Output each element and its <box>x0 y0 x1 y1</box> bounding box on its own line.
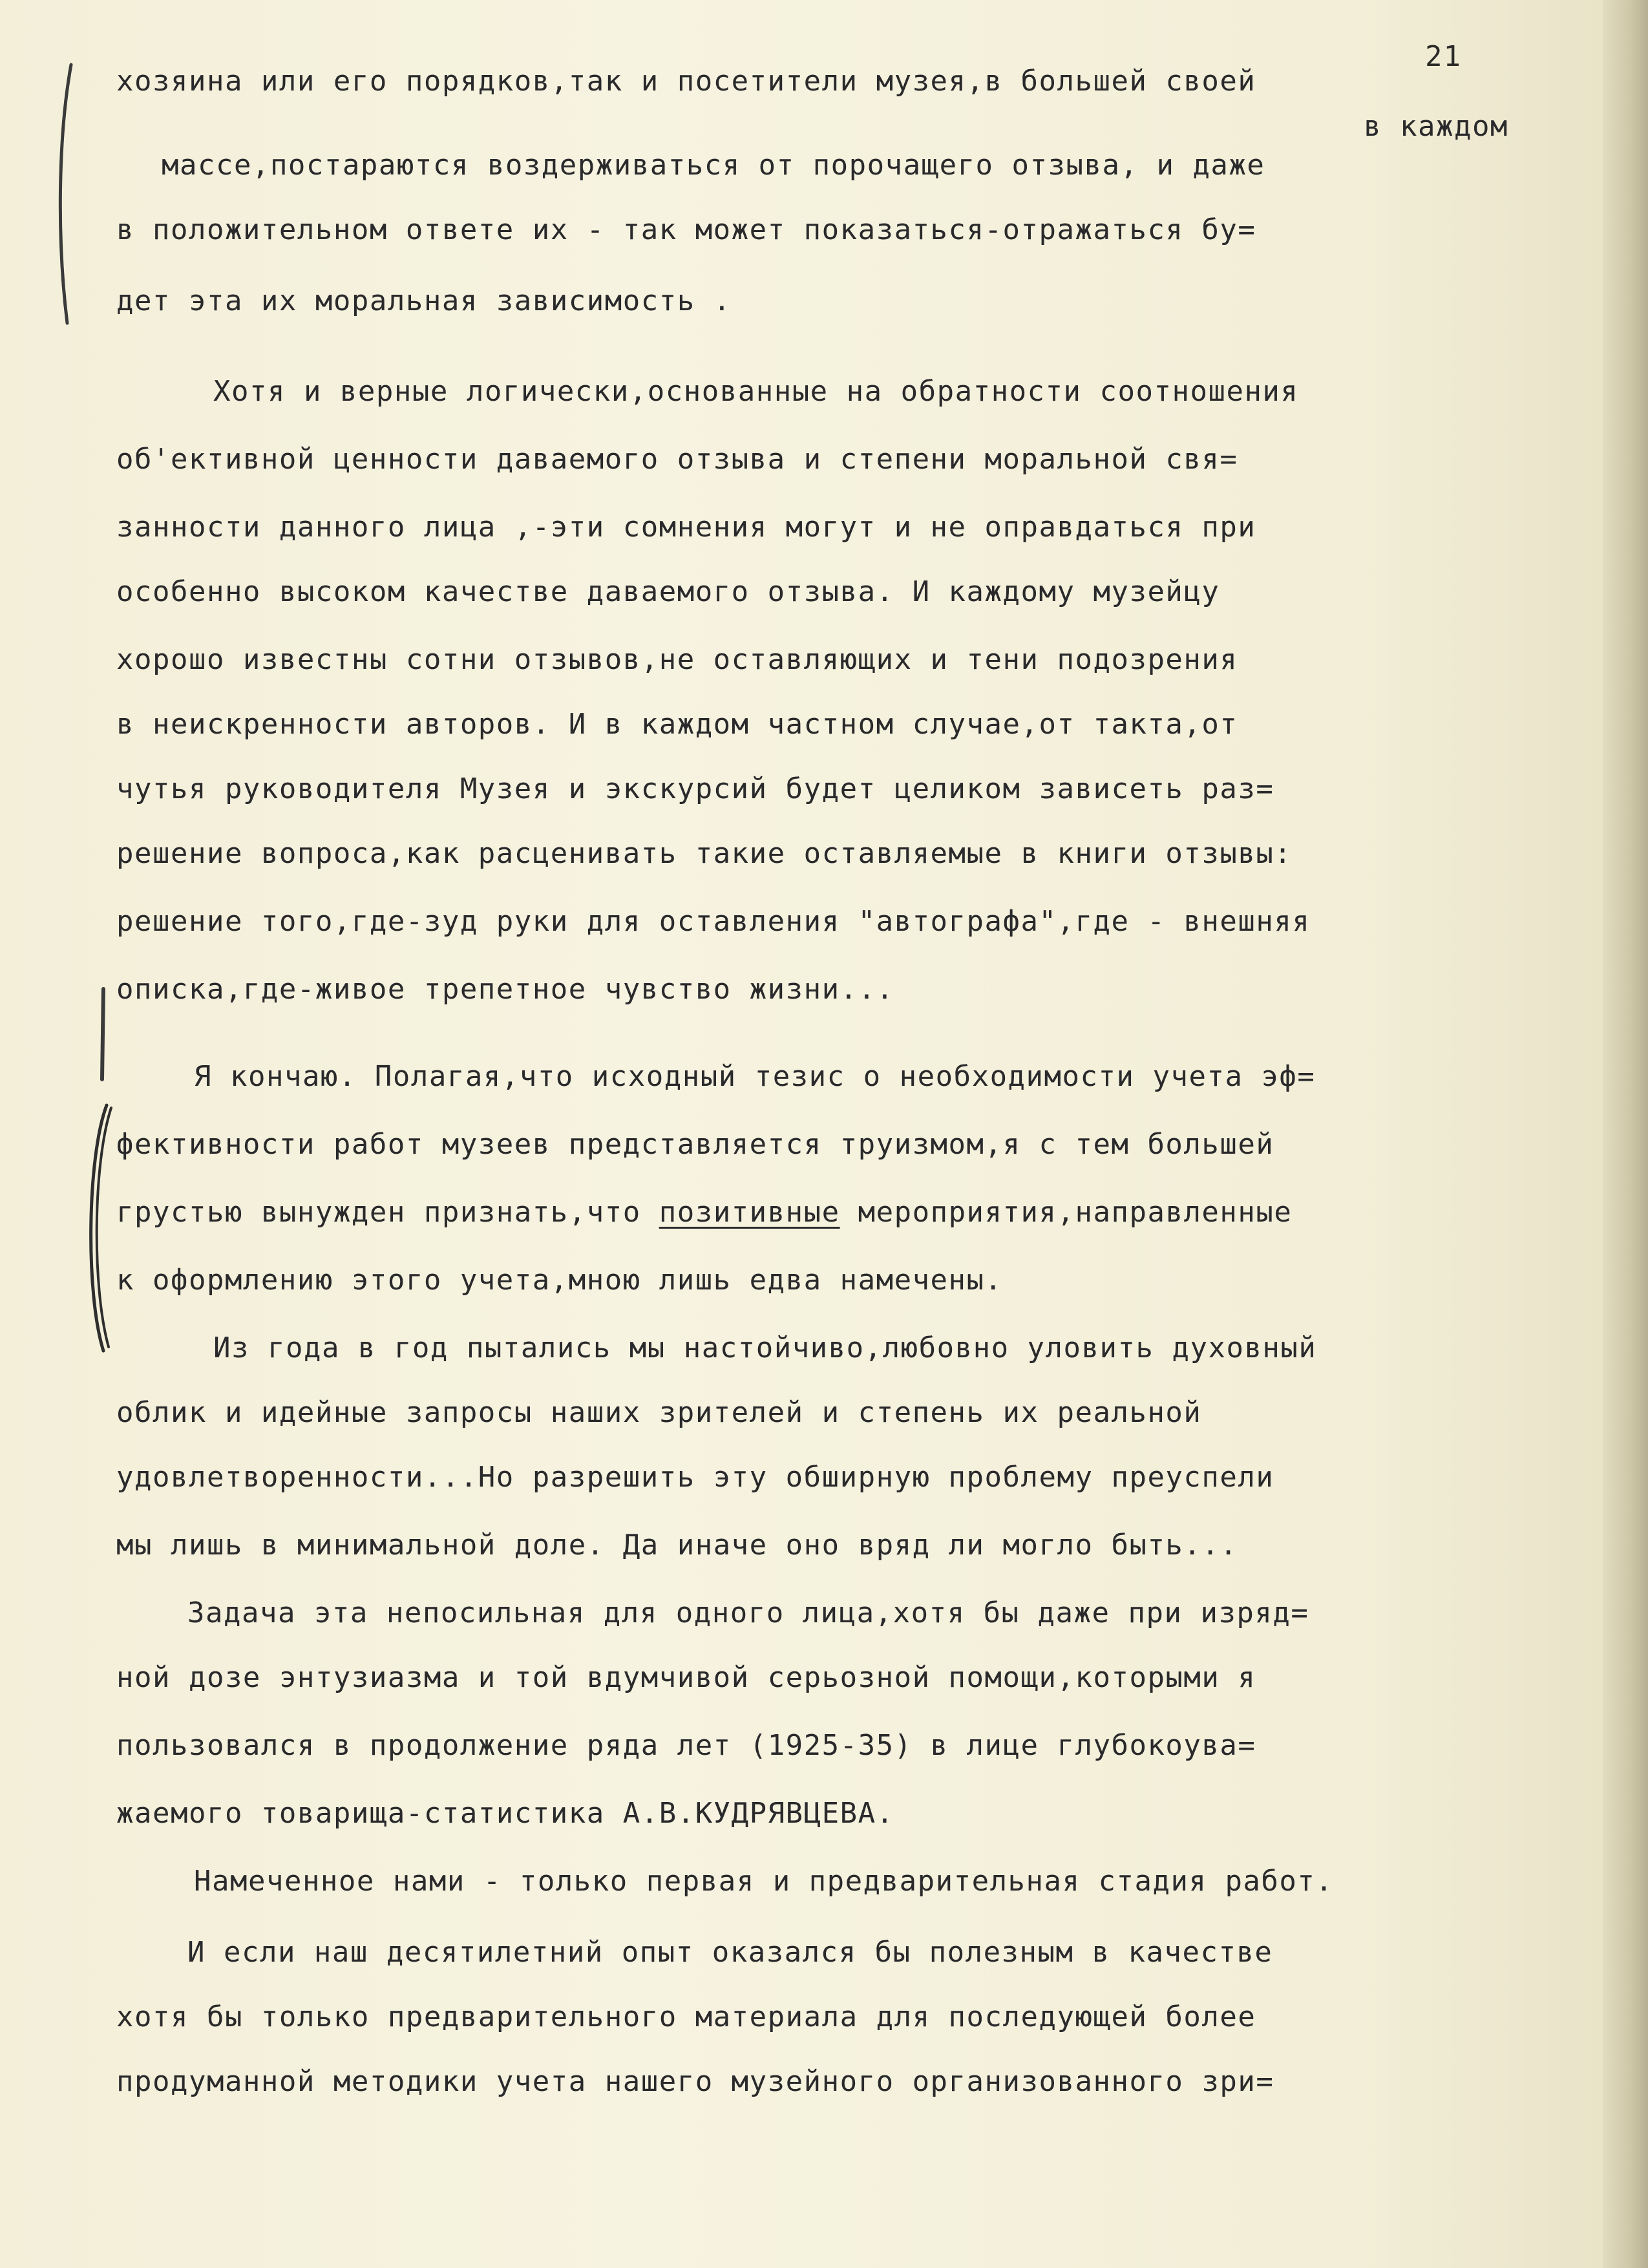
text-line: И если наш десятилетний опыт оказался бы полезным в качестве <box>187 1936 1273 1969</box>
text-line: Из года в год пытались мы настойчиво,любовно уловить духовный <box>213 1331 1317 1364</box>
text-line: решение того,где-зуд руки для оставления "автографа",где - внешняя <box>116 905 1311 938</box>
text-line: хозяина или его порядков,так и посетители музея,в большей своей <box>116 65 1256 98</box>
text-line: решение вопроса,как расценивать такие оставляемые в книги отзывы: <box>116 837 1293 870</box>
text-line: чутья руководителя Музея и экскурсий будет целиком зависеть раз= <box>116 772 1274 805</box>
handwritten-insertion: в каждом <box>1364 110 1508 143</box>
text-line: об'ективной ценности даваемого отзыва и степени моральной свя= <box>116 443 1238 476</box>
text-line: жаемого товарища-статистика А.В.КУДРЯВЦЕВА. <box>116 1797 894 1830</box>
text-line: продуманной методики учета нашего музейного организованного зри= <box>116 2065 1274 2098</box>
text-line: занности данного лица ,-эти сомнения могут и не оправдаться при <box>116 511 1256 544</box>
text-line: фективности работ музеев представляется труизмом,я с тем большей <box>116 1128 1274 1161</box>
underlined-word: позитивные <box>659 1196 840 1229</box>
text-line: удовлетворенности...Но разрешить эту обширную проблему преуспели <box>116 1461 1274 1494</box>
text-line: массе,постараются воздерживаться от порочащего отзыва, и даже <box>162 149 1265 182</box>
text-line: хотя бы только предварительного материала для последующей более <box>116 2000 1256 2033</box>
text-line: к оформлению этого учета,мною лишь едва намечены. <box>116 1264 1003 1297</box>
margin-bracket-mark <box>45 58 84 330</box>
text-line: хорошо известны сотни отзывов,не оставляющих и тени подозрения <box>116 643 1238 676</box>
text-segment: мероприятия,направленные <box>840 1196 1293 1229</box>
text-line: особенно высоком качестве даваемого отзыва. И каждому музейцу <box>116 575 1220 608</box>
text-line: описка,где-живое трепетное чувство жизни... <box>116 973 894 1006</box>
text-line <box>116 1196 1292 1229</box>
text-line: облик и идейные запросы наших зрителей и степень их реальной <box>116 1396 1202 1429</box>
page-edge-shadow <box>1603 0 1648 2268</box>
text-line: ной дозе энтузиазма и той вдумчивой серьозной помощи,которыми я <box>116 1661 1256 1694</box>
text-line: мы лишь в минимальной доле. Да иначе оно вряд ли могло быть... <box>116 1529 1238 1562</box>
text-line: дет эта их моральная зависимость . <box>116 284 732 317</box>
text-line: в неискренности авторов. И в каждом частном случае,от такта,от <box>116 708 1238 741</box>
text-line: Задача эта непосильная для одного лица,хотя бы даже при изряд= <box>187 1596 1309 1629</box>
text-line: Намеченное нами - только первая и предварительная стадия работ. <box>194 1865 1334 1898</box>
text-line: Я кончаю. Полагая,что исходный тезис о необходимости учета эф= <box>194 1060 1316 1093</box>
text-line: в положительном ответе их - так может показаться-отражаться бу= <box>116 213 1256 246</box>
text-line: пользовался в продолжение ряда лет (1925-35) в лице глубокоува= <box>116 1729 1256 1762</box>
text-segment: грустью вынужден признать,что <box>116 1196 659 1229</box>
page-number: 21 <box>1425 40 1462 73</box>
text-line: Хотя и верные логически,основанные на обратности соотношения <box>213 375 1299 408</box>
